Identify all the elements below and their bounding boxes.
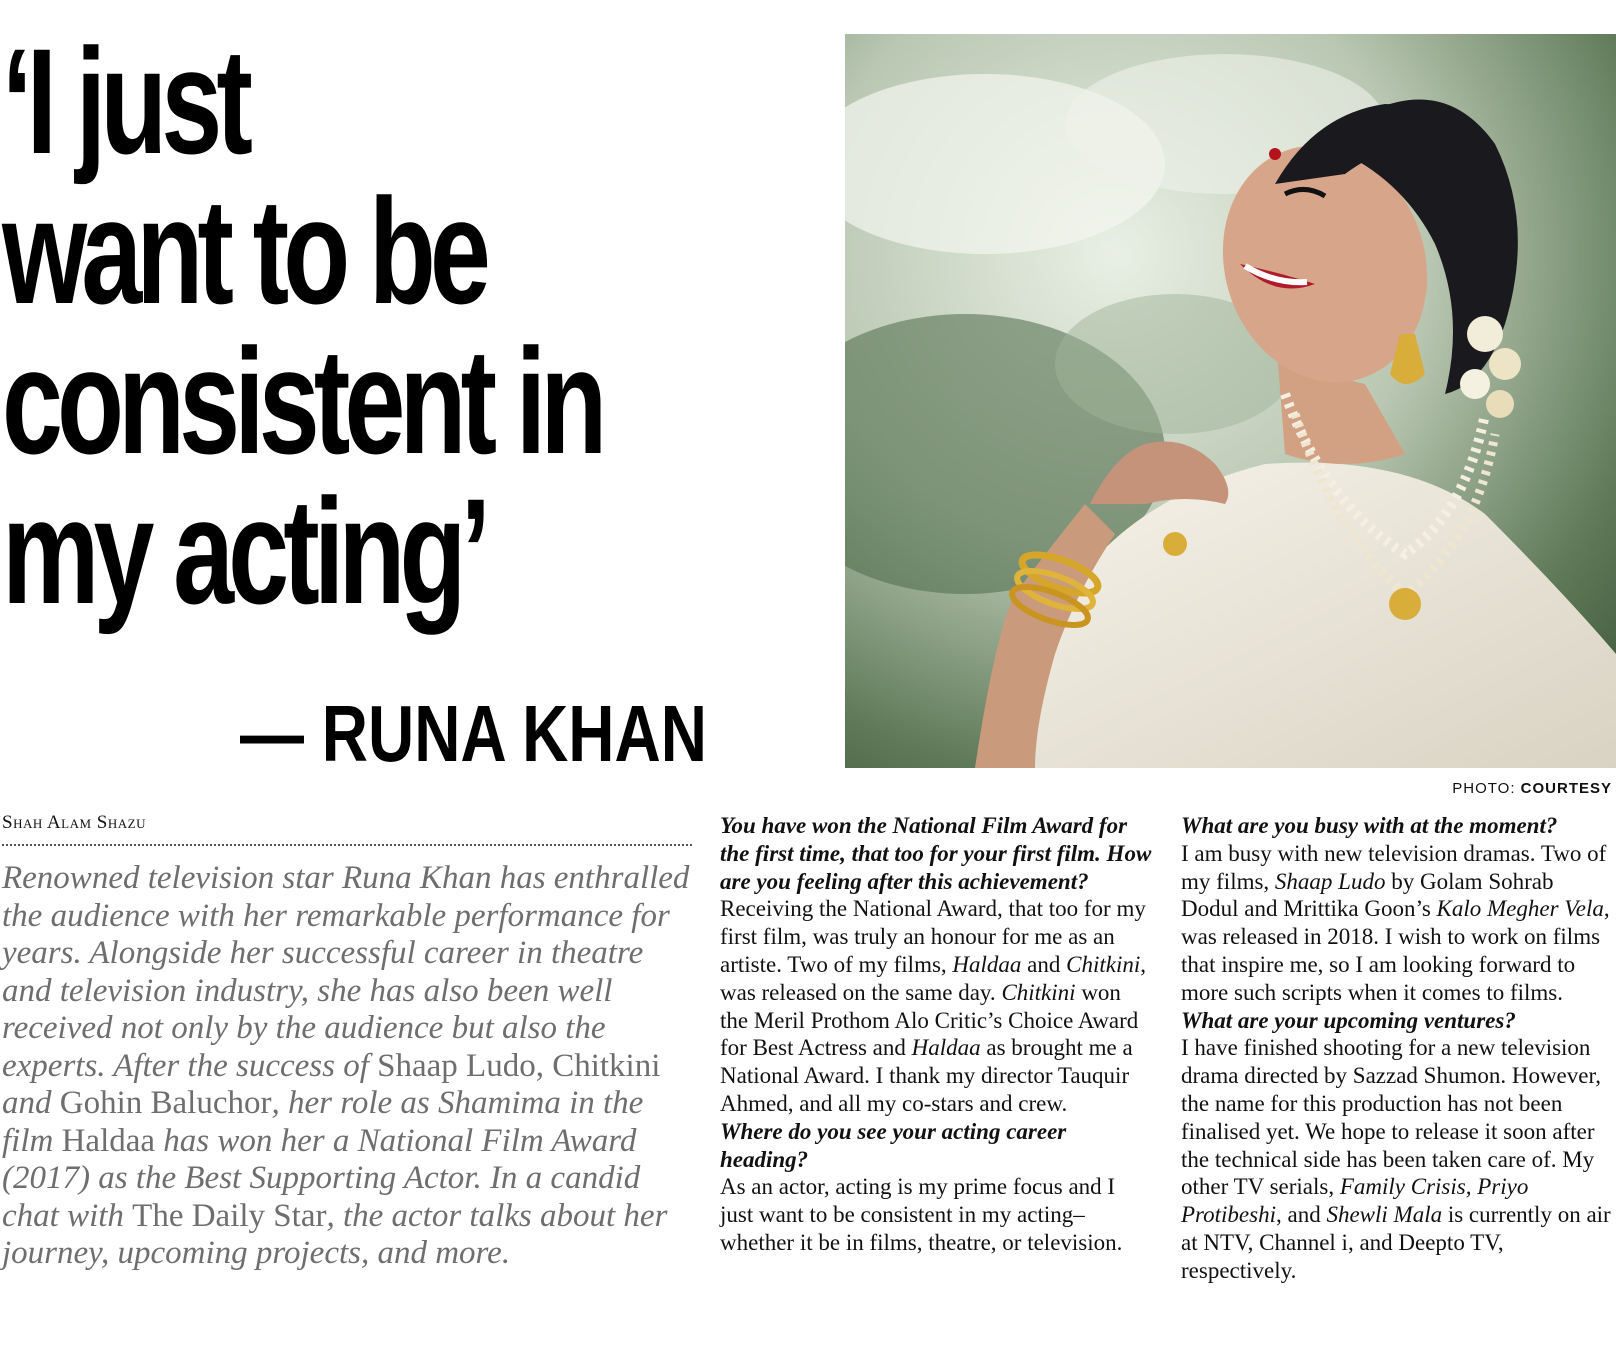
headline-line-4: my acting’: [2, 467, 486, 635]
answer-4-text-3: is currently on air at NTV, Channel i, and Deepto TV, respectively.: [1181, 1202, 1611, 1283]
question-1: You have won the National Film Award for the first time, that too for your first film. How are you feeling after this achievement?: [720, 813, 1152, 894]
answer-4-text-1: I have finished shooting for a new television drama directed by Sazzad Shumon. However, the name for this production has not been finalised yet. We hope to release it soon after the technical side has been taken care of. My other TV serials,: [1181, 1035, 1601, 1200]
answer-3-text-2: by Golam Sohrab Dodul and Mrittika Goon’s: [1181, 868, 1554, 922]
intro-paper-name: The Daily Star: [132, 1197, 327, 1234]
answer-3-text-1: I am busy with new television dramas. Two of my films,: [1181, 840, 1607, 894]
answer-1-film-chitkini: Chitkini: [1066, 951, 1141, 977]
answer-4-text-2: , and: [1275, 1202, 1327, 1228]
answer-4-serial-2: Shewli Mala: [1326, 1202, 1443, 1228]
intro-text-1: Renowned television star Runa Khan has enthralled the audience with her remarkable performance for years. Alongside her successful career in theatre and television industry, she has also been well received not only by the audience but also the experts. After the success of: [2, 860, 690, 1084]
portrait-illustration: [845, 34, 1616, 768]
answer-4: [1181, 1034, 1613, 1284]
photo-credit-label: PHOTO:: [1452, 780, 1516, 797]
intro-text-2: , her role as Shamima in the film: [2, 1085, 644, 1159]
intro-text-3: has won her a National Film Award (2017) as the Best Supporting Actor. In a candid chat with: [2, 1122, 641, 1234]
answer-1-text-4: as brought me a National Award. I thank my director Tauquir Ahmed, and all my co-stars and crew.: [720, 1035, 1133, 1116]
intro-paragraph: [2, 860, 692, 1273]
answer-1-film-chitkini-2: Chitkini: [1001, 979, 1076, 1005]
answer-3-film-1: Shaap Ludo: [1274, 868, 1386, 894]
intro-film-1: Shaap Ludo: [377, 1047, 536, 1084]
headline-line-3: consistent in: [2, 317, 602, 485]
intro-and: and: [2, 1085, 60, 1121]
answer-1-text-1: Receiving the National Award, that too for my first film, was truly an honour for me as an artiste. Two of my films,: [720, 896, 1146, 977]
portrait-photo: [845, 34, 1616, 768]
question-4: What are your upcoming ventures?: [1181, 1007, 1516, 1033]
headline-attribution: — RUNA KHAN: [240, 689, 707, 778]
answer-4-serials-1: Family Crisis, Priyo Protibeshi: [1181, 1174, 1529, 1228]
intro-text-4: , the actor talks about her journey, upcoming projects, and more.: [2, 1197, 668, 1271]
answer-3-film-2: Kalo Megher Vela: [1436, 896, 1604, 922]
byline: Shah Alam Shazu: [2, 812, 692, 846]
intro-film-3: Gohin Baluchor: [59, 1085, 272, 1121]
answer-3-text-3: , was released in 2018. I wish to work on films that inspire me, so I am looking forward to more such scripts when it comes to films.: [1181, 896, 1610, 1005]
answer-1-and: and: [1021, 951, 1067, 977]
headline: [2, 17, 602, 635]
photo-credit-value: COURTESY: [1520, 780, 1612, 797]
interview-column-1: [720, 812, 1152, 1257]
headline-line-2: want to be: [2, 167, 486, 335]
photo-credit: [1452, 780, 1612, 797]
interview-column-2: [1181, 812, 1613, 1285]
answer-1-film-haldaa: Haldaa: [952, 951, 1022, 977]
question-2: Where do you see your acting career heading?: [720, 1118, 1067, 1172]
headline-line-1: ‘I just: [2, 17, 248, 185]
intro-sep-1: ,: [535, 1047, 553, 1084]
question-3: What are you busy with at the moment?: [1181, 813, 1558, 838]
answer-1-film-haldaa-2: Haldaa: [911, 1035, 981, 1061]
answer-1-text-3: won the Meril Prothom Alo Critic’s Choice Award for Best Actress and: [720, 979, 1139, 1061]
intro-film-4: Haldaa: [61, 1122, 156, 1159]
answer-1-text-2: , was released on the same day.: [720, 951, 1147, 1005]
answer-2: As an actor, acting is my prime focus and I just want to be consistent in my acting– whether it be in films, theatre, or television.: [720, 1174, 1123, 1255]
intro-film-2: Chitkini: [552, 1047, 661, 1084]
answer-3: [1181, 840, 1613, 1007]
answer-1: [720, 895, 1152, 1117]
